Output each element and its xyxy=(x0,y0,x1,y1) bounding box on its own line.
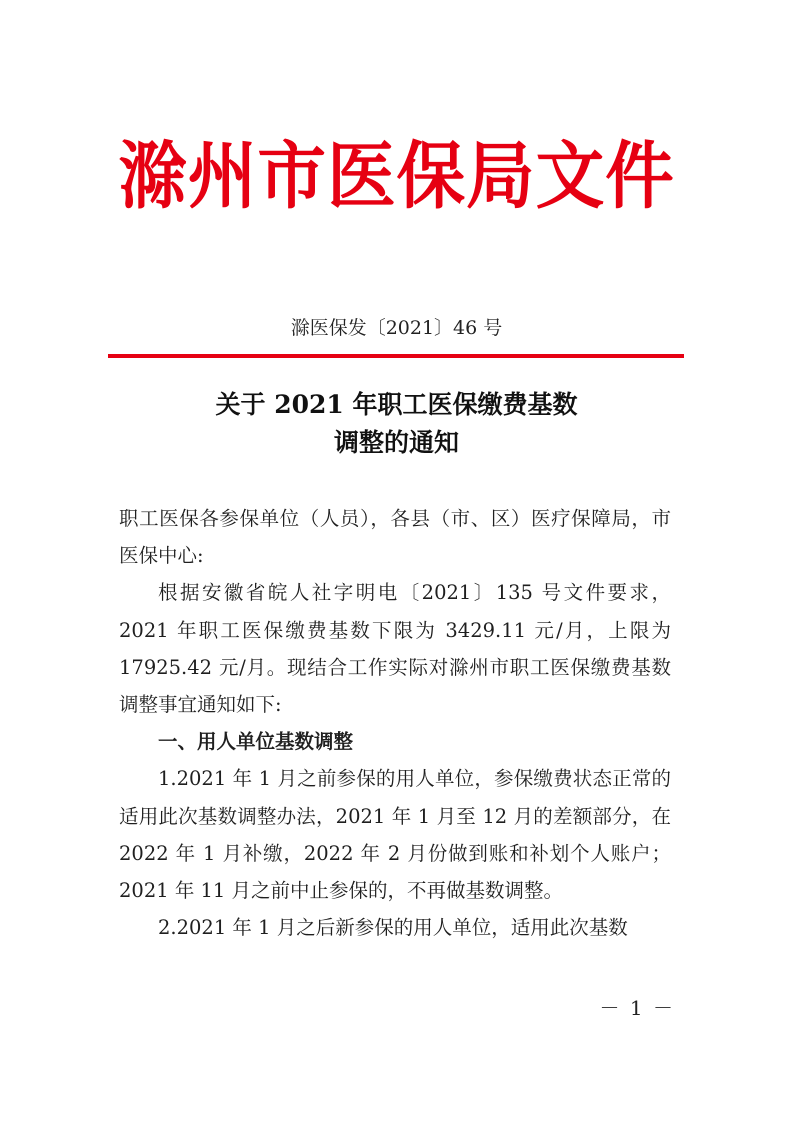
item-paragraph-1: 1.2021 年 1 月之前参保的用人单位，参保缴费状态正常的适用此次基数调整办法，2021 年 1 月至 12 月的差额部分，在 2022 年 1 月补缴，2022 年 2 月份做到账和补划个人账户；2021 年 11 月之前中止参保的，不再做基数调整。 xyxy=(119,767,671,903)
notice-title-line-2: 调整的通知 xyxy=(333,428,459,457)
salutation: 职工医保各参保单位（人员），各县（市、区）医疗保障局，市医保中心: xyxy=(119,507,671,568)
document-number: 滁医保发〔2021〕46 号 xyxy=(290,317,503,339)
section-heading-1: 一、用人单位基数调整 xyxy=(158,730,354,754)
notice-body xyxy=(119,500,671,946)
red-divider-line xyxy=(108,354,684,358)
page-number: － 1 － xyxy=(599,996,675,1020)
item-paragraph-2: 2.2021 年 1 月之后新参保的用人单位，适用此次基数 xyxy=(158,916,628,940)
document-masthead: 滁州市医保局文件 xyxy=(118,134,675,219)
notice-title xyxy=(0,386,793,462)
notice-title-line-1: 关于 2021 年职工医保缴费基数 xyxy=(215,390,578,419)
intro-paragraph: 根据安徽省皖人社字明电〔2021〕135 号文件要求，2021 年职工医保缴费基数下限为 3429.11 元/月，上限为 17925.42 元/月。现结合工作实际对滁州市职工医保缴费基数调整事宜通知如下: xyxy=(119,581,671,717)
